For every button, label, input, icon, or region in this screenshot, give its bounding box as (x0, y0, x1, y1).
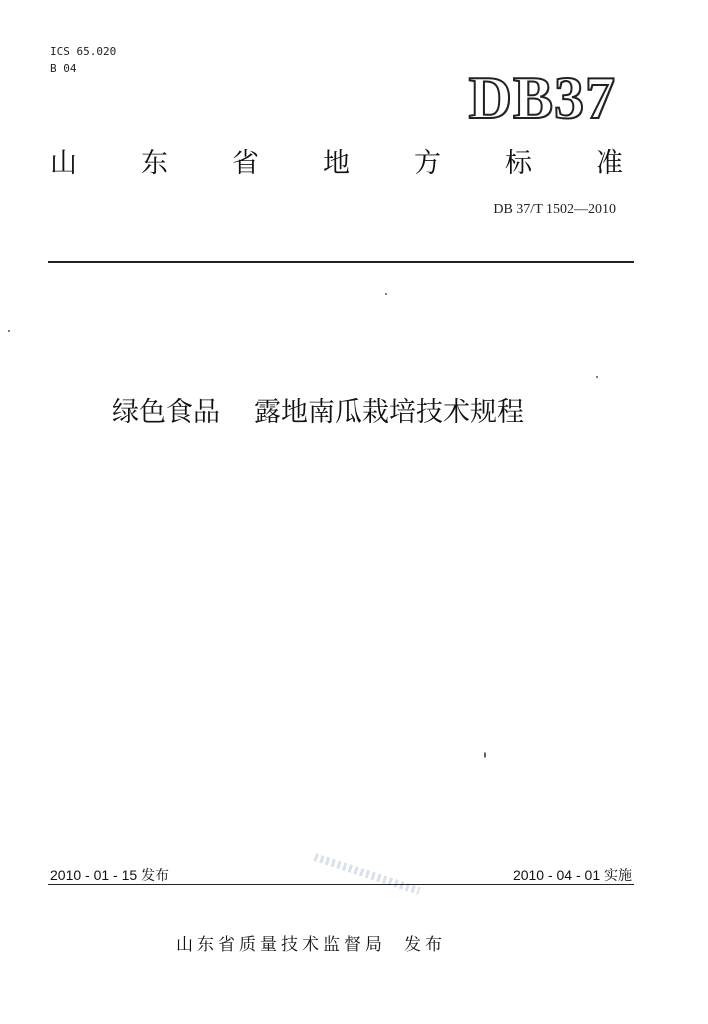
standard-type-char: 东 (141, 148, 168, 179)
scan-speck (484, 752, 486, 758)
footer-divider (48, 884, 634, 885)
standard-number: DB 37/T 1502—2010 (493, 202, 616, 217)
standard-type-heading (50, 144, 623, 184)
scan-speck (596, 376, 598, 378)
title-subject: 露地南瓜栽培技术规程 (254, 397, 524, 428)
header-divider (48, 261, 634, 263)
publish-label: 发布 (404, 935, 446, 955)
ccs-code: B 04 (50, 62, 77, 75)
publisher-line (176, 930, 446, 955)
publisher-name: 山东省质量技术监督局 (176, 935, 386, 955)
scan-speck (8, 330, 10, 332)
db37-logo: DB37 (468, 65, 616, 131)
issue-date: 2010 - 01 - 15 发布 (50, 867, 170, 883)
standard-type-char: 标 (505, 148, 532, 179)
ics-code: ICS 65.020 (50, 45, 117, 58)
scan-speck (385, 293, 387, 295)
title-category: 绿色食品 (112, 397, 220, 428)
standard-type-char: 方 (414, 148, 441, 179)
classification-codes (50, 43, 116, 77)
standard-type-char: 省 (232, 148, 259, 179)
standard-type-char: 地 (323, 148, 350, 179)
implementation-date: 2010 - 04 - 01 实施 (512, 867, 632, 883)
standard-type-char: 准 (596, 148, 623, 179)
standard-type-char: 山 (50, 148, 77, 179)
document-title (112, 390, 524, 429)
watermark-stamp (313, 853, 420, 895)
